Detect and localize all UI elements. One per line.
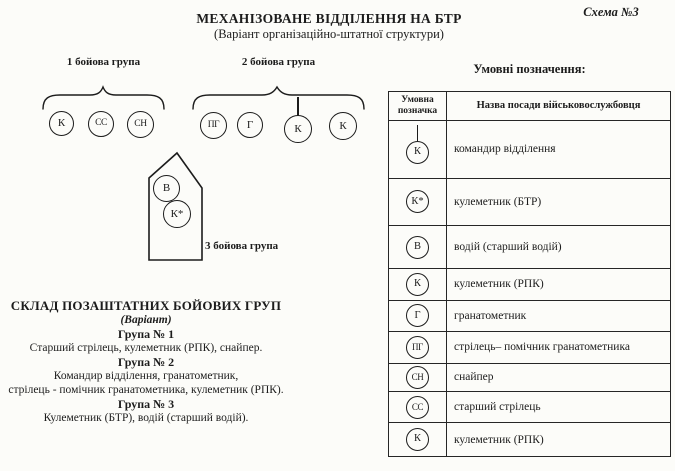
legend-label: кулеметник (БТР) (454, 195, 542, 208)
grenadier-symbol-icon: Г (406, 304, 429, 327)
soldier-symbol-driver: В (153, 175, 180, 202)
legend-row (389, 178, 670, 226)
legend-symbol-cell (389, 269, 447, 300)
legend-row (389, 225, 670, 268)
legend-row (389, 120, 670, 178)
legend-symbol-cell (389, 332, 447, 363)
senior-rifleman-symbol-icon: СС (406, 396, 429, 419)
soldier-symbol-sniper: СН (127, 111, 154, 138)
group-2-label: 2 бойова група (241, 56, 316, 68)
composition-group-2-line-2: стрілець - помічник гранатометника, кулеметник (РПК). (8, 384, 284, 396)
composition-variant: (Варіант) (120, 314, 172, 326)
group-2-brace-icon (190, 84, 367, 111)
legend-label: старший стрілець (454, 401, 541, 414)
group-3-label: 3 бойова група (205, 240, 279, 252)
legend-row (389, 363, 670, 392)
legend-symbol-cell (389, 423, 447, 456)
soldier-symbol-machine-gunner: К (329, 112, 357, 140)
legend-header-symbol: Умовна позначка (389, 92, 447, 120)
legend-row (389, 422, 670, 456)
composition-block (8, 299, 284, 425)
legend-row (389, 331, 670, 363)
legend-label: кулеметник (РПК) (454, 278, 544, 291)
soldier-symbol-senior-rifleman: СС (88, 111, 114, 137)
group-1-label: 1 бойова група (66, 56, 141, 68)
composition-group-3-line: Кулеметник (БТР), водій (старший водій). (43, 412, 249, 424)
legend-table (388, 91, 671, 457)
composition-group-3-heading: Група № 3 (117, 397, 175, 411)
composition-group-2-heading: Група № 2 (117, 355, 175, 369)
legend-symbol-cell (389, 364, 447, 392)
composition-group-1-heading: Група № 1 (117, 327, 175, 341)
legend-label: кулеметник (РПК) (454, 433, 544, 446)
soldier-symbol-btr-gunner: К* (163, 200, 191, 228)
scheme-number-label: Схема №3 (583, 5, 639, 19)
soldier-symbol-commander: К (49, 111, 74, 136)
legend-header-row (389, 92, 670, 120)
soldier-symbol-machine-gunner-commander: К (284, 115, 312, 143)
soldier-symbol-grenadier: Г (237, 112, 263, 138)
legend-symbol-cell (389, 121, 447, 178)
commander-mark (417, 125, 418, 141)
legend-label: водій (старший водій) (454, 241, 562, 254)
commander-symbol-icon: К (406, 141, 429, 164)
legend-row (389, 391, 670, 422)
composition-group-1-line: Старший стрілець, кулеметник (РПК), снайпер. (29, 342, 263, 354)
sniper-symbol-icon: СН (406, 366, 429, 389)
legend-symbol-cell (389, 301, 447, 331)
commander-mark (297, 97, 299, 116)
soldier-symbol-grenadier-assistant: ПГ (200, 112, 227, 139)
legend-label: командир відділення (454, 143, 556, 156)
composition-title: СКЛАД ПОЗАШТАТНИХ БОЙОВИХ ГРУП (10, 298, 282, 313)
legend-symbol-cell (389, 392, 447, 422)
group-1-brace-icon (40, 84, 167, 111)
legend-row (389, 268, 670, 300)
legend-label: гранатометник (454, 309, 527, 322)
composition-group-2-line-1: Командир відділення, гранатометник, (53, 370, 239, 382)
driver-symbol-icon: В (406, 236, 429, 259)
legend-label: стрілець– помічник гранатометника (454, 341, 630, 354)
legend-symbol-cell (389, 179, 447, 226)
grenadier-assistant-symbol-icon: ПГ (406, 336, 429, 359)
btr-gunner-symbol-icon: К* (406, 190, 429, 213)
page-subtitle: (Варіант організаційно-штатної структури) (214, 27, 444, 41)
legend-label: снайпер (454, 371, 494, 384)
legend-header-position: Назва посади військовослужбовця (476, 100, 641, 112)
machine-gunner-rpk-symbol-icon: К (406, 428, 429, 451)
legend-title: Умовні позначення: (473, 62, 586, 76)
legend-row (389, 300, 670, 331)
machine-gunner-symbol-icon: К (406, 273, 429, 296)
legend-symbol-cell (389, 226, 447, 268)
page-title: МЕХАНІЗОВАНЕ ВІДДІЛЕННЯ НА БТР (196, 11, 462, 26)
